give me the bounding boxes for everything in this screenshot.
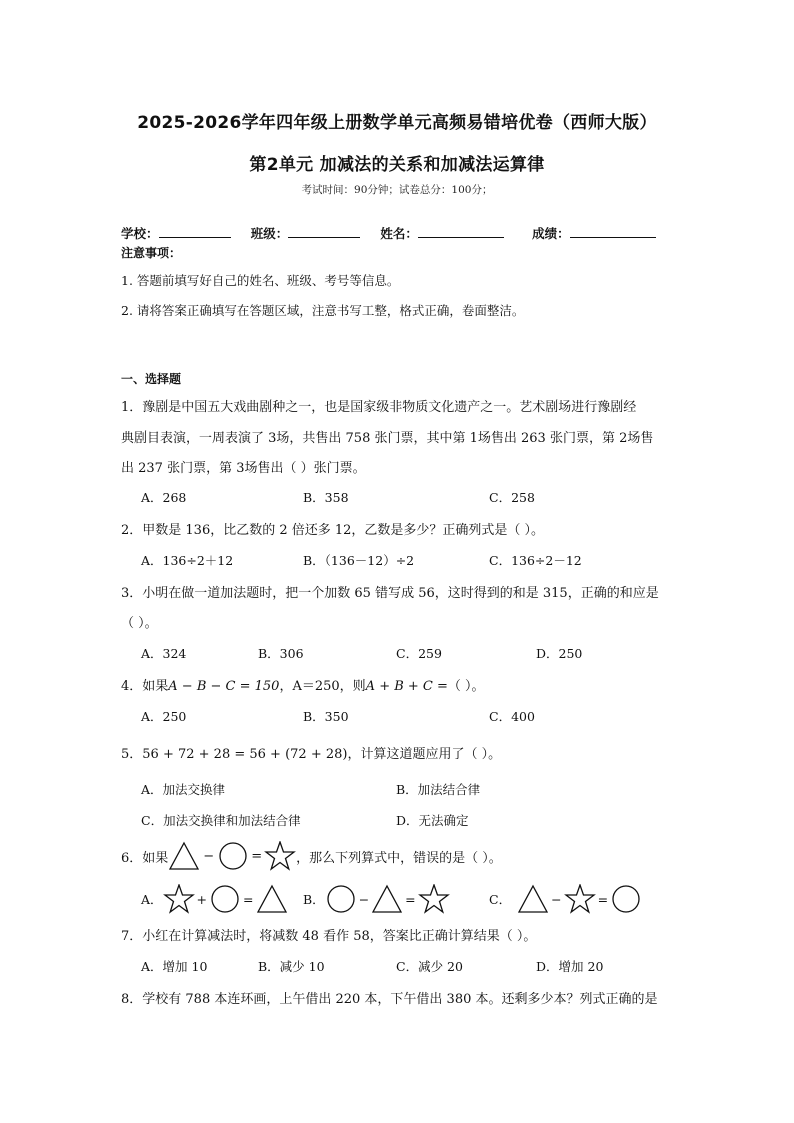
question-7-text: 7．小红在计算减法时，将减数 48 看作 58，答案比正确计算结果（ ）。: [121, 929, 537, 944]
minus-sign: −: [358, 891, 370, 907]
unit-subtitle: 第2单元 加减法的关系和加减法运算律: [249, 155, 545, 175]
question-2-text: 2．甲数是 136，比乙数的 2 倍还多 12，乙数是多少？正确列式是（ ）。: [121, 523, 545, 538]
question-5-text: [121, 743, 501, 762]
q1-option-b[interactable]: B．358: [303, 490, 349, 505]
q3-option-c[interactable]: C．259: [396, 646, 442, 661]
info-row: [121, 223, 656, 242]
circle-icon: [209, 884, 241, 914]
q6-option-c-label: C．: [489, 892, 512, 907]
circle-icon: [325, 884, 357, 914]
page-title: 2025-2026学年四年级上册数学单元高频易错培优卷（西师大版）: [137, 113, 657, 133]
equals-sign: =: [251, 848, 263, 864]
q4-formula-1: A − B − C = 150: [168, 679, 280, 694]
q4-option-c[interactable]: C．400: [489, 709, 535, 724]
q4-option-b[interactable]: B．350: [303, 709, 349, 724]
section-title: 一、选择题: [121, 372, 182, 386]
star-icon: [163, 884, 195, 914]
q6-option-c[interactable]: [489, 881, 642, 917]
equals-sign: =: [597, 891, 609, 907]
star-icon: [418, 884, 450, 914]
minus-sign: −: [551, 891, 562, 907]
school-blank[interactable]: [159, 225, 231, 238]
q5-option-d[interactable]: D．无法确定: [396, 813, 469, 828]
question-6-text: [121, 838, 502, 874]
question-1-line: 典剧目表演，一周表演了 3场，共售出 758 张门票，其中第 1场售出 263 张门票，第 2场售: [121, 431, 654, 446]
question-4-text: [121, 675, 485, 694]
q6-option-a[interactable]: [141, 881, 288, 917]
triangle-icon: [168, 841, 200, 871]
q4-option-a[interactable]: A．250: [141, 709, 187, 724]
question-3-line: 3．小明在做一道加法题时，把一个加数 65 错写成 56，这时得到的和是 315，正确的和应是: [121, 586, 659, 601]
question-1-line: 出 237 张门票，第 3场售出（ ）张门票。: [121, 461, 366, 476]
triangle-icon: [256, 884, 288, 914]
plus-sign: +: [196, 891, 208, 907]
q1-option-a[interactable]: A．268: [141, 490, 187, 505]
q3-option-d[interactable]: D．250: [536, 646, 583, 661]
notice-title: 注意事项：: [121, 246, 182, 260]
minus-sign: −: [203, 848, 215, 864]
class-blank[interactable]: [288, 225, 360, 238]
triangle-icon: [371, 884, 403, 914]
q5-option-b[interactable]: B．加法结合律: [396, 782, 481, 797]
equals-sign: =: [405, 891, 416, 907]
notice-item: 2. 请将答案正确填写在答题区域，注意书写工整，格式正确，卷面整洁。: [121, 303, 525, 318]
question-3-line: （ ）。: [121, 616, 158, 631]
equals-sign: =: [243, 891, 254, 907]
circle-icon: [217, 841, 249, 871]
class-label: 班级：: [250, 226, 289, 241]
q1-option-c[interactable]: C．258: [489, 490, 535, 505]
q4-formula-2: A + B + C =: [365, 679, 448, 694]
q7-option-c[interactable]: C．减少 20: [396, 959, 463, 974]
star-icon: [564, 884, 596, 914]
exam-info: 考试时间：90分钟；试卷总分：100分；: [301, 184, 493, 196]
q6-prefix: 6．如果: [121, 850, 169, 866]
name-blank[interactable]: [418, 225, 504, 238]
notice-item: 1. 答题前填写好自己的姓名、班级、考号等信息。: [121, 273, 400, 288]
q4-suffix: （ ）。: [447, 679, 485, 694]
q3-option-b[interactable]: B．306: [258, 646, 304, 661]
q3-option-a[interactable]: A．324: [141, 646, 187, 661]
q7-option-a[interactable]: A．增加 10: [141, 959, 208, 974]
q2-option-a[interactable]: A．136÷2＋12: [141, 553, 234, 568]
school-label: 学校：: [121, 226, 159, 241]
q5-number: 5．: [121, 747, 143, 762]
q4-middle: ，A＝250，则: [279, 679, 366, 694]
q5-option-a[interactable]: A．加法交换律: [141, 782, 226, 797]
star-icon: [264, 841, 296, 871]
name-label: 姓名：: [380, 226, 418, 241]
q6-option-b[interactable]: [303, 881, 450, 917]
q5-text: ，计算这道题应用了（ ）。: [347, 747, 502, 762]
q4-prefix: 4．如果: [121, 679, 169, 694]
circle-icon: [610, 884, 642, 914]
q5-formula: 56 + 72 + 28 = 56 + (72 + 28): [142, 747, 348, 762]
q7-option-b[interactable]: B．减少 10: [258, 959, 325, 974]
q5-option-c[interactable]: C．加法交换律和加法结合律: [141, 813, 301, 828]
question-8-text: 8．学校有 788 本连环画，上午借出 220 本，下午借出 380 本。还剩多少本？列式正确的是: [121, 992, 658, 1007]
q2-option-c[interactable]: C．136÷2－12: [489, 553, 582, 568]
q6-option-a-label: A．: [141, 892, 163, 907]
question-1-line: 1．豫剧是中国五大戏曲剧种之一，也是国家级非物质文化遗产之一。艺术剧场进行豫剧经: [121, 400, 637, 415]
q7-option-d[interactable]: D．增加 20: [536, 959, 604, 974]
score-label: 成绩：: [532, 226, 570, 241]
q6-option-b-label: B．: [303, 892, 325, 907]
q2-option-b[interactable]: B．（136－12）÷2: [303, 553, 415, 568]
score-blank[interactable]: [570, 225, 656, 238]
q6-suffix: ，那么下列算式中，错误的是（ ）。: [296, 850, 502, 866]
triangle-icon: [517, 884, 549, 914]
